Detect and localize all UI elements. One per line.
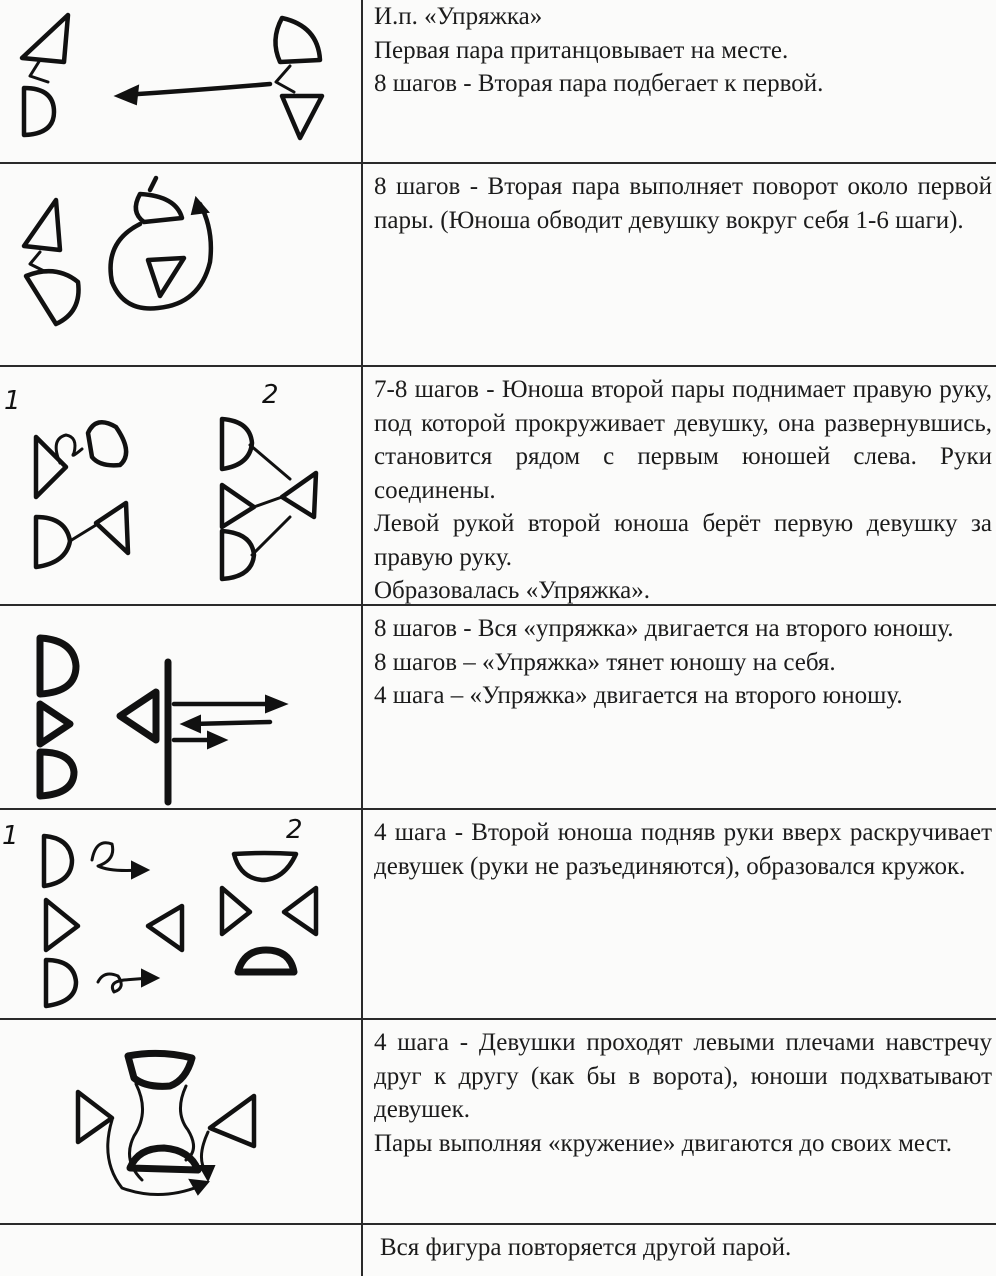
table-row <box>0 367 996 604</box>
formation-sketch <box>0 606 360 808</box>
step-description <box>374 612 992 713</box>
text-line: И.п. «Упряжка» <box>374 3 543 30</box>
formation-diagram <box>0 164 360 365</box>
formation-diagram <box>0 367 360 604</box>
step-description <box>374 1026 992 1160</box>
text-line: Пары выполняя «кружение» двигаются до своих мест. <box>374 1129 953 1157</box>
formation-sketch <box>0 164 360 365</box>
step-description <box>374 816 992 883</box>
formation-sketch <box>0 1020 360 1223</box>
table-row <box>0 1225 996 1276</box>
formation-sketch <box>0 367 360 604</box>
text-line: Левой рукой второй юноша берёт первую девушку за правую руку. <box>374 510 992 571</box>
text-line: 4 шага - Девушки проходят левыми плечами навстречу друг к другу (как бы в ворота), юноши подхватывают девушек. <box>374 1029 992 1123</box>
step-description <box>380 1231 996 1265</box>
text-line: 8 шагов - Вторая пара подбегает к первой. <box>374 70 824 97</box>
table-row <box>0 810 996 1018</box>
formation-diagram <box>0 810 360 1018</box>
text-line: Первая пара пританцовывает на месте. <box>374 36 789 64</box>
formation-diagram <box>0 1020 360 1223</box>
text-line: 8 шагов - Вторая пара выполняет поворот около первой пары. (Юноша обводит девушку вокруг себя 1-6 шаги). <box>374 173 992 234</box>
text-line: 8 шагов - Вся «упряжка» двигается на второго юношу. <box>374 615 954 642</box>
formation-sketch <box>0 0 360 162</box>
formation-label: 1 <box>4 386 21 416</box>
text-line: 4 шага - Второй юноша подняв руки вверх раскручивает девушек (руки не разъединяются), образовался кружок. <box>374 819 992 880</box>
table-row <box>0 164 996 365</box>
formation-label: 2 <box>262 380 279 410</box>
table-row <box>0 606 996 808</box>
step-description <box>374 0 992 101</box>
formation-diagram <box>0 606 360 808</box>
step-description <box>374 373 992 608</box>
formation-sketch <box>0 810 360 1018</box>
formation-diagram <box>0 0 360 162</box>
formation-label: 1 <box>2 821 19 851</box>
text-line: Образовалась «Упряжка». <box>374 577 650 604</box>
text-line: 8 шагов – «Упряжка» тянет юношу на себя. <box>374 648 836 676</box>
step-description <box>374 170 992 237</box>
text-line: Вся фигура повторяется другой парой. <box>380 1234 792 1261</box>
table-row <box>0 1020 996 1223</box>
table-row <box>0 0 996 162</box>
text-line: 4 шага – «Упряжка» двигается на второго юношу. <box>374 682 903 709</box>
formation-label: 2 <box>286 815 303 845</box>
text-line: 7-8 шагов - Юноша второй пары поднимает правую руку, под которой прокруживает девушку, она развернувшись, становится рядом с первым юношей слева. Руки соединены. <box>374 376 992 504</box>
